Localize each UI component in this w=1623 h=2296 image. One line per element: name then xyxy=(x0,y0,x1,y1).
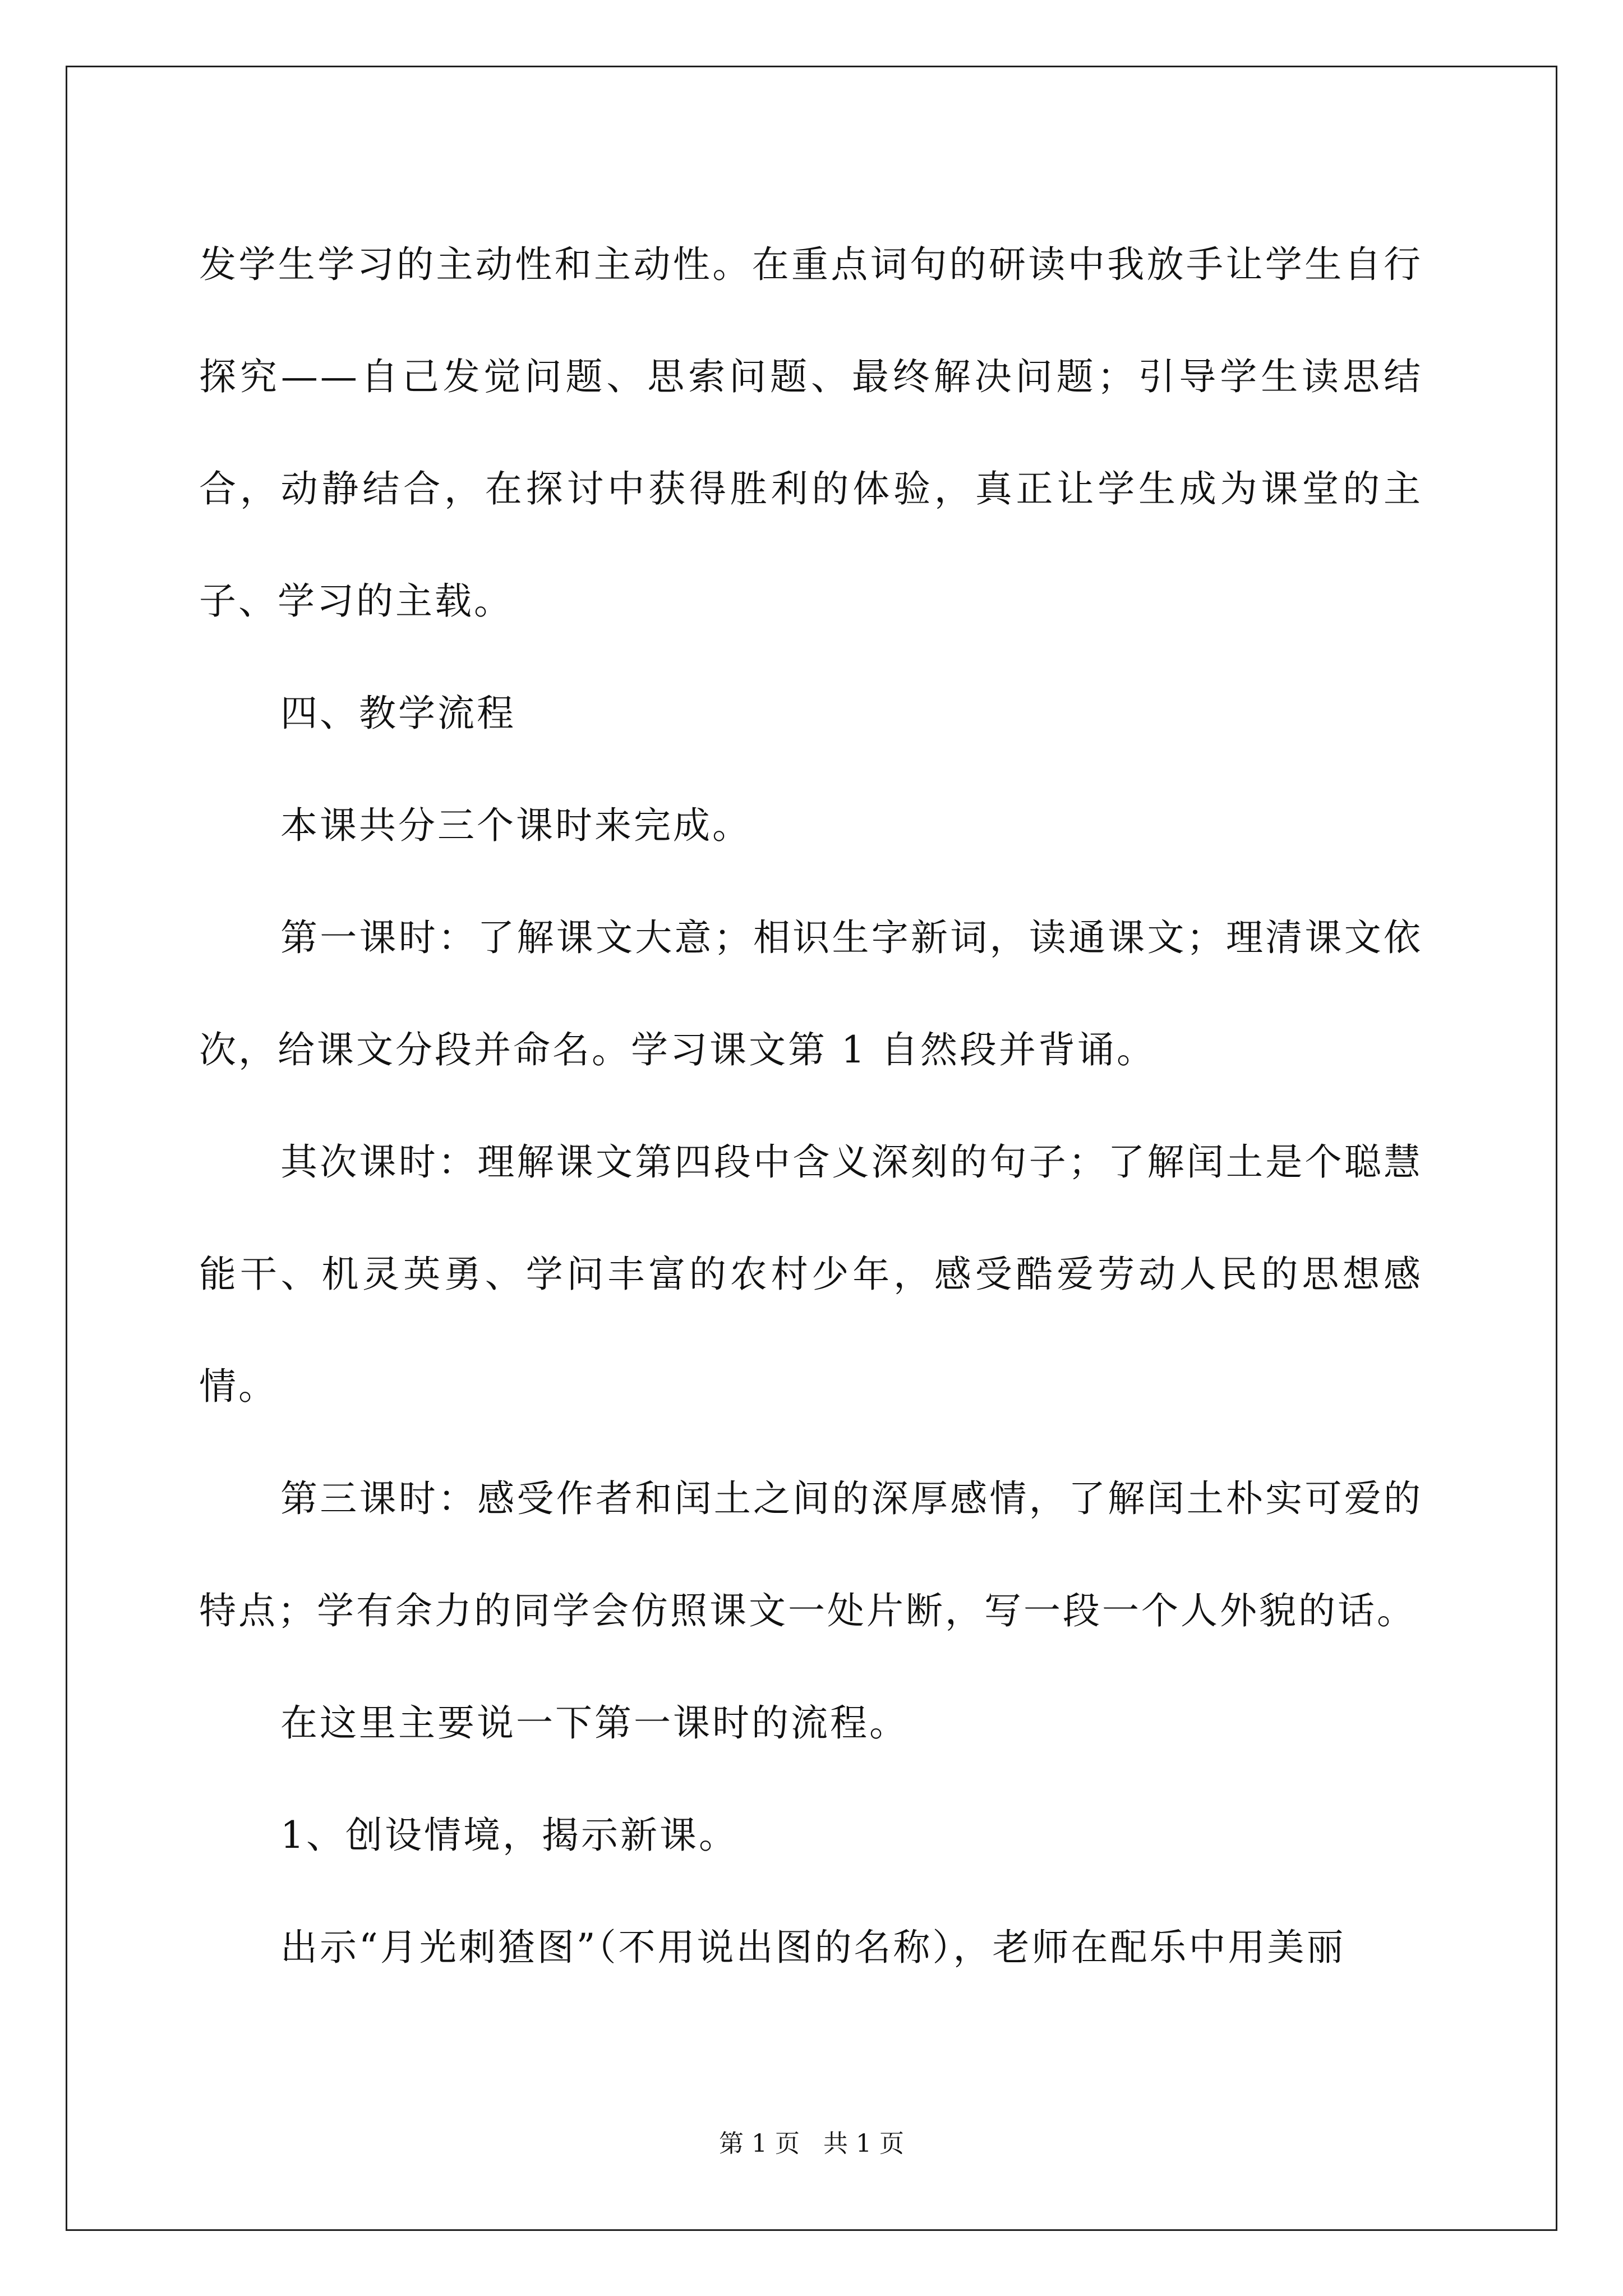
paragraph-continuation: 发学生学习的主动性和主动性。在重点词句的研读中我放手让学生自行探究——自己发觉问题、思索问题、最终解决问题；引导学生读思结合，动静结合，在探讨中获得胜利的体验，真正让学生成为课堂的主子、学习的主载。 xyxy=(199,243,1423,623)
paragraph-lesson-count: 本课共分三个课时来完成。 xyxy=(280,804,751,847)
paragraph-second-lesson: 其次课时：理解课文第四段中含义深刻的句子；了解闰土是个聪慧能干、机灵英勇、学问丰富的农村少年，感受酷爱劳动人民的思想感情。 xyxy=(199,1140,1423,1408)
page-number-footer: 第 1 页 共 1 页 xyxy=(719,2129,904,2158)
paragraph-show-picture: 出示“月光刺猹图”（不用说出图的名称），老师在配乐中用美丽 xyxy=(280,1926,1346,1969)
paragraph-third-lesson: 第三课时：感受作者和闰土之间的深厚感情，了解闰土朴实可爱的特点；学有余力的同学会仿照课文一处片断，写一段一个人外貌的话。 xyxy=(199,1477,1423,1632)
paragraph-intro-first-lesson: 在这里主要说一下第一课时的流程。 xyxy=(280,1701,909,1745)
paragraph-first-lesson: 第一课时：了解课文大意；相识生字新词，读通课文；理清课文依次，给课文分段并命名。学习课文第 1 自然段并背诵。 xyxy=(199,916,1423,1071)
section-heading-teaching-process: 四、教学流程 xyxy=(280,692,516,735)
document-body xyxy=(199,209,1423,2004)
step-heading-1: 1、创设情境，揭示新课。 xyxy=(280,1814,738,1857)
